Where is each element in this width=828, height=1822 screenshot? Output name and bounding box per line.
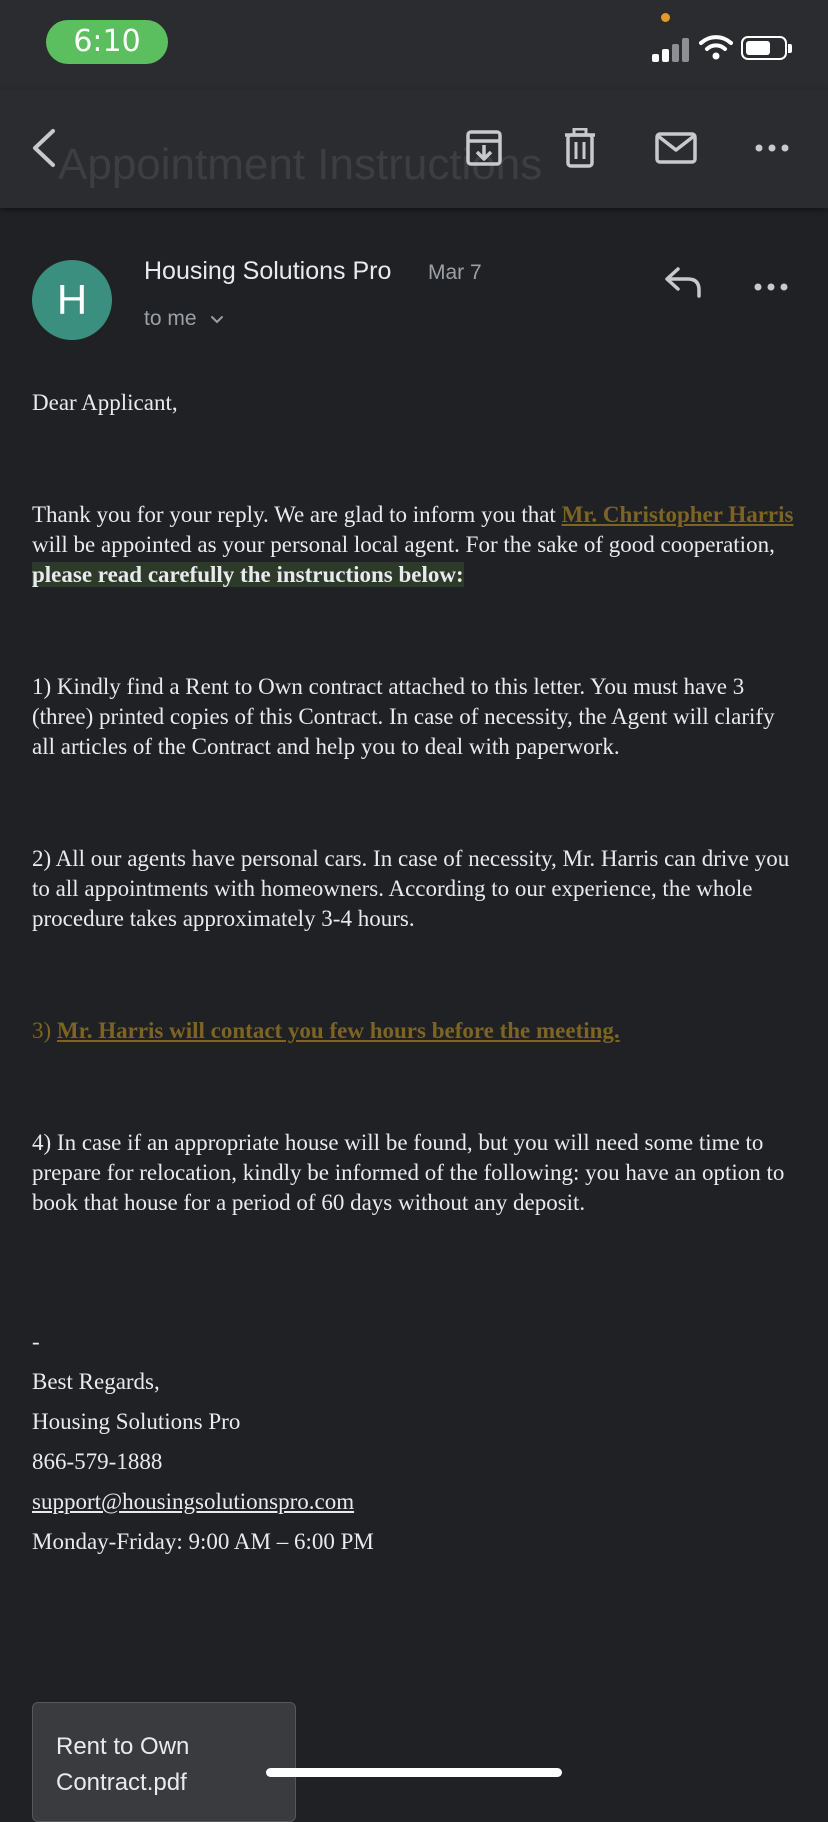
intro-paragraph [32, 500, 802, 590]
email-header [0, 230, 828, 350]
wifi-icon [699, 34, 733, 65]
reply-icon[interactable] [664, 266, 702, 303]
status-time: 6:10 [46, 20, 168, 64]
instruction-item-4: 4) In case if an appropriate house will be found, but you will need some time to prepare for relocation, kindly be informed of the following: you have an option to book that house for a period of 60 days without any deposit. [32, 1130, 785, 1215]
chevron-down-icon [210, 307, 224, 331]
agent-name-link[interactable]: Mr. Christopher Harris [561, 502, 794, 527]
message-more-icon[interactable] [754, 278, 788, 296]
greeting: Dear Applicant, [32, 390, 178, 415]
more-icon[interactable] [754, 126, 790, 170]
signature-closing: Best Regards, [32, 1369, 160, 1394]
trash-icon[interactable] [558, 126, 602, 170]
archive-icon[interactable] [462, 126, 506, 170]
highlighted-instruction: please read carefully the instructions below: [32, 562, 464, 587]
signature-block [32, 1322, 802, 1562]
instruction-item-1: 1) Kindly find a Rent to Own contract attached to this letter. You must have 3 (three) printed copies of this Contract. In case of necessity, the Agent will clarify all articles of the Contract and help you to deal with paperwork. [32, 674, 775, 759]
battery-icon [741, 36, 787, 60]
item-3-number: 3) [32, 1018, 57, 1043]
instruction-item-3 [32, 1016, 802, 1046]
status-bar [0, 0, 828, 90]
sender-name[interactable]: Housing Solutions Pro [144, 257, 392, 285]
signature-phone[interactable]: 866-579-1888 [32, 1449, 163, 1474]
avatar[interactable]: H [32, 260, 112, 340]
signature-company: Housing Solutions Pro [32, 1409, 241, 1434]
back-icon[interactable] [24, 126, 64, 170]
signature-hours: Monday-Friday: 9:00 AM – 6:00 PM [32, 1529, 374, 1554]
recipient-toggle[interactable] [144, 307, 224, 331]
instruction-item-2: 2) All our agents have personal cars. In case of necessity, Mr. Harris can drive you to all appointments with homeowners. According to our experience, the whole procedure takes approximately 3-4 hours. [32, 846, 790, 931]
intro-middle: will be appointed as your personal local agent. For the sake of good cooperation, [32, 532, 775, 557]
attachment-filename: Rent to Own Contract.pdf [56, 1733, 190, 1796]
signature-email-link[interactable]: support@housingsolutionspro.com [32, 1489, 355, 1514]
scrolled-subject-title: Appointment Instructions [58, 140, 543, 189]
email-body [32, 388, 802, 1562]
email-toolbar [0, 90, 828, 208]
recipient-label: to me [144, 307, 197, 330]
camera-indicator-icon [661, 13, 670, 22]
mail-icon[interactable] [654, 126, 698, 170]
signature-dash: - [32, 1329, 40, 1354]
home-indicator[interactable] [266, 1768, 562, 1777]
email-date: Mar 7 [428, 261, 482, 284]
intro-lead: Thank you for your reply. We are glad to inform you that [32, 502, 562, 527]
attachment-card[interactable] [32, 1702, 296, 1822]
contact-notice-link[interactable]: Mr. Harris will contact you few hours before the meeting. [56, 1018, 620, 1043]
cellular-signal-icon [652, 38, 690, 62]
